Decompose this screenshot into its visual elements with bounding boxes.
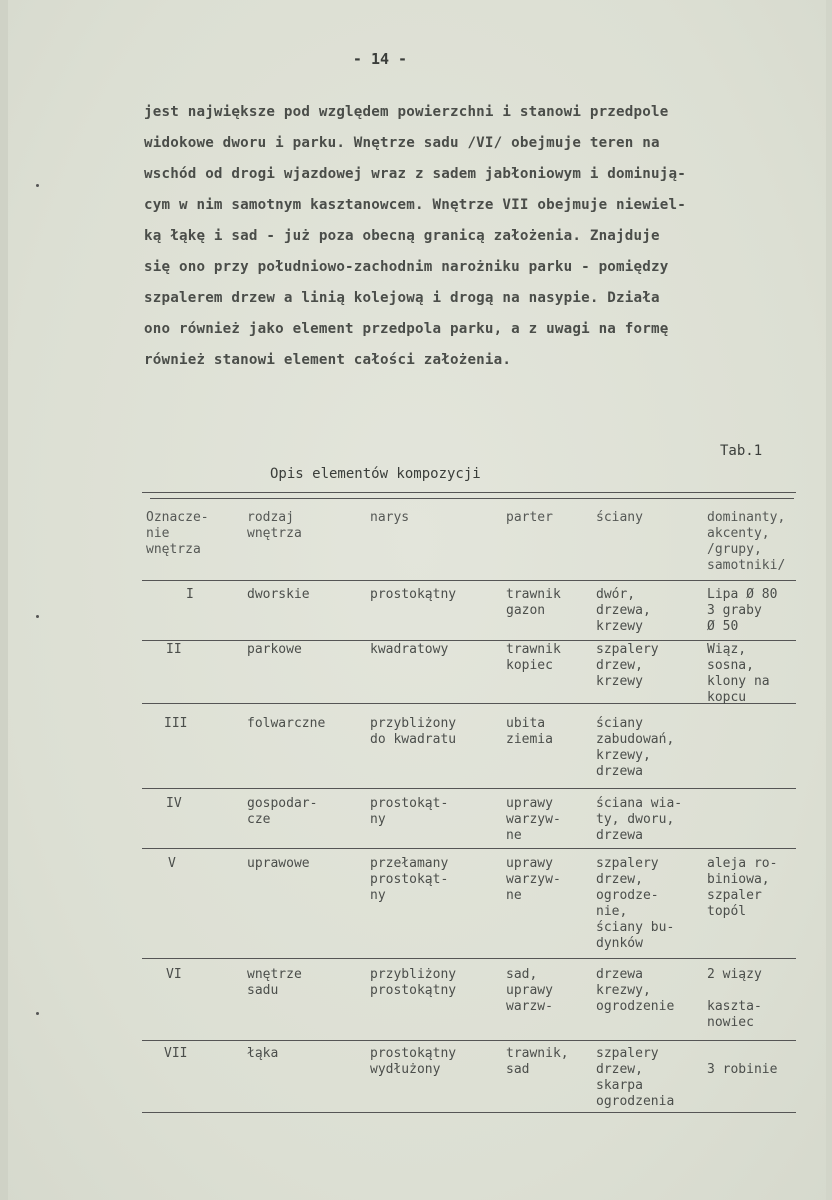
table-cell: wnętrze sadu (247, 967, 302, 998)
punch-mark (36, 184, 39, 187)
table-cell: kwadratowy (370, 642, 449, 657)
table-cell: ubita ziemia (506, 716, 553, 747)
paragraph-line: się ono przy południowo-zachodnim narożniku parku - pomiędzy (144, 259, 669, 275)
table-cell: przybliżony do kwadratu (370, 716, 457, 747)
table-cell: prostokątny wydłużony (370, 1046, 457, 1077)
table-cell: II (166, 642, 182, 657)
table-cell: Lipa Ø 80 3 graby Ø 50 (707, 587, 778, 634)
table-cell: prostokąt- ny (370, 796, 449, 827)
table-cell: VI (166, 967, 182, 982)
table-cell: uprawy warzyw- ne (506, 796, 561, 843)
table-cell: ściana wia- ty, dworu, drzewa (596, 796, 683, 843)
scan-edge-right (826, 0, 832, 1200)
paragraph-line: wschód od drogi wjazdowej wraz z sadem jabłoniowym i dominują- (144, 166, 686, 182)
table-rule (142, 848, 796, 849)
table-cell: sad, uprawy warzw- (506, 967, 553, 1014)
table-rule (142, 1112, 796, 1113)
table-header-cell: parter (506, 510, 553, 525)
table-cell: trawnik, sad (506, 1046, 569, 1077)
table-cell: przybliżony prostokątny (370, 967, 457, 998)
paragraph-line: również stanowi element całości założenia. (144, 352, 512, 368)
table-cell: szpalery drzew, krzewy (596, 642, 659, 689)
page-number: - 14 - (352, 50, 408, 68)
table-reference: Tab.1 (720, 443, 763, 459)
table-cell: trawnik gazon (506, 587, 561, 618)
table-cell: parkowe (247, 642, 302, 657)
table-rule (142, 1040, 796, 1041)
table-rule (142, 580, 796, 581)
paragraph-line: ką łąkę i sad - już poza obecną granicą założenia. Znajduje (144, 228, 660, 244)
table-cell: VII (164, 1046, 188, 1061)
table-cell: dworskie (247, 587, 310, 602)
table-cell: szpalery drzew, skarpa ogrodzenia (596, 1046, 675, 1109)
table-cell: Wiąz, sosna, klony na kopcu (707, 642, 770, 705)
table-cell: przełamany prostokąt- ny (370, 856, 449, 903)
table-header-cell: dominanty, akcenty, /grupy, samotniki/ (707, 510, 786, 573)
body-paragraph (144, 97, 784, 376)
table-cell: prostokątny (370, 587, 457, 602)
table-rule (142, 703, 796, 704)
table-cell: III (164, 716, 188, 731)
table-cell: 2 wiązy kasztа- nowiec (707, 967, 762, 1030)
table-rule (142, 640, 796, 641)
punch-mark (36, 615, 39, 618)
table-cell: szpalery drzew, ogrodze- nie, ściany bu- dynków (596, 856, 675, 951)
table-cell: aleja ro- biniowa, szpaler topól (707, 856, 778, 919)
paragraph-line: widokowe dworu i parku. Wnętrze sadu /VI/ obejmuje teren na (144, 135, 660, 151)
table-cell: IV (166, 796, 182, 811)
table-header-cell: ściany (596, 510, 643, 525)
table-caption: Opis elementów kompozycji (270, 466, 481, 482)
table-cell: trawnik kopiec (506, 642, 561, 673)
punch-mark (36, 1012, 39, 1015)
table-cell: dwór, drzewa, krzewy (596, 587, 651, 634)
table-rule (142, 492, 796, 493)
table-cell: folwarczne (247, 716, 326, 731)
table-cell: uprawy warzyw- ne (506, 856, 561, 903)
table-rule (150, 498, 794, 499)
paragraph-line: jest największe pod względem powierzchni i stanowi przedpole (144, 104, 669, 120)
table-rule (142, 788, 796, 789)
table-rule (142, 958, 796, 959)
table-cell: ściany zabudowań, krzewy, drzewa (596, 716, 675, 779)
table-cell: uprawowe (247, 856, 310, 871)
table-header-cell: narys (370, 510, 410, 525)
table-cell: łąka (247, 1046, 279, 1061)
table-cell: gospodar- cze (247, 796, 318, 827)
table-cell: V (168, 856, 176, 871)
paragraph-line: szpalerem drzew a linią kolejową i drogą na nasypie. Działa (144, 290, 660, 306)
table-cell: I (186, 587, 194, 602)
scan-edge-left (0, 0, 8, 1200)
paragraph-line: ono również jako element przedpola parku, a z uwagi na formę (144, 321, 669, 337)
table-header-cell: Oznacze- nie wnętrza (146, 510, 209, 557)
table-cell: 3 robinie (707, 1062, 778, 1077)
paragraph-line: cym w nim samotnym kasztanowcem. Wnętrze VII obejmuje niewiel- (144, 197, 686, 213)
table-cell: drzewa krezwy, ogrodzenie (596, 967, 675, 1014)
table-header-cell: rodzaj wnętrza (247, 510, 302, 541)
